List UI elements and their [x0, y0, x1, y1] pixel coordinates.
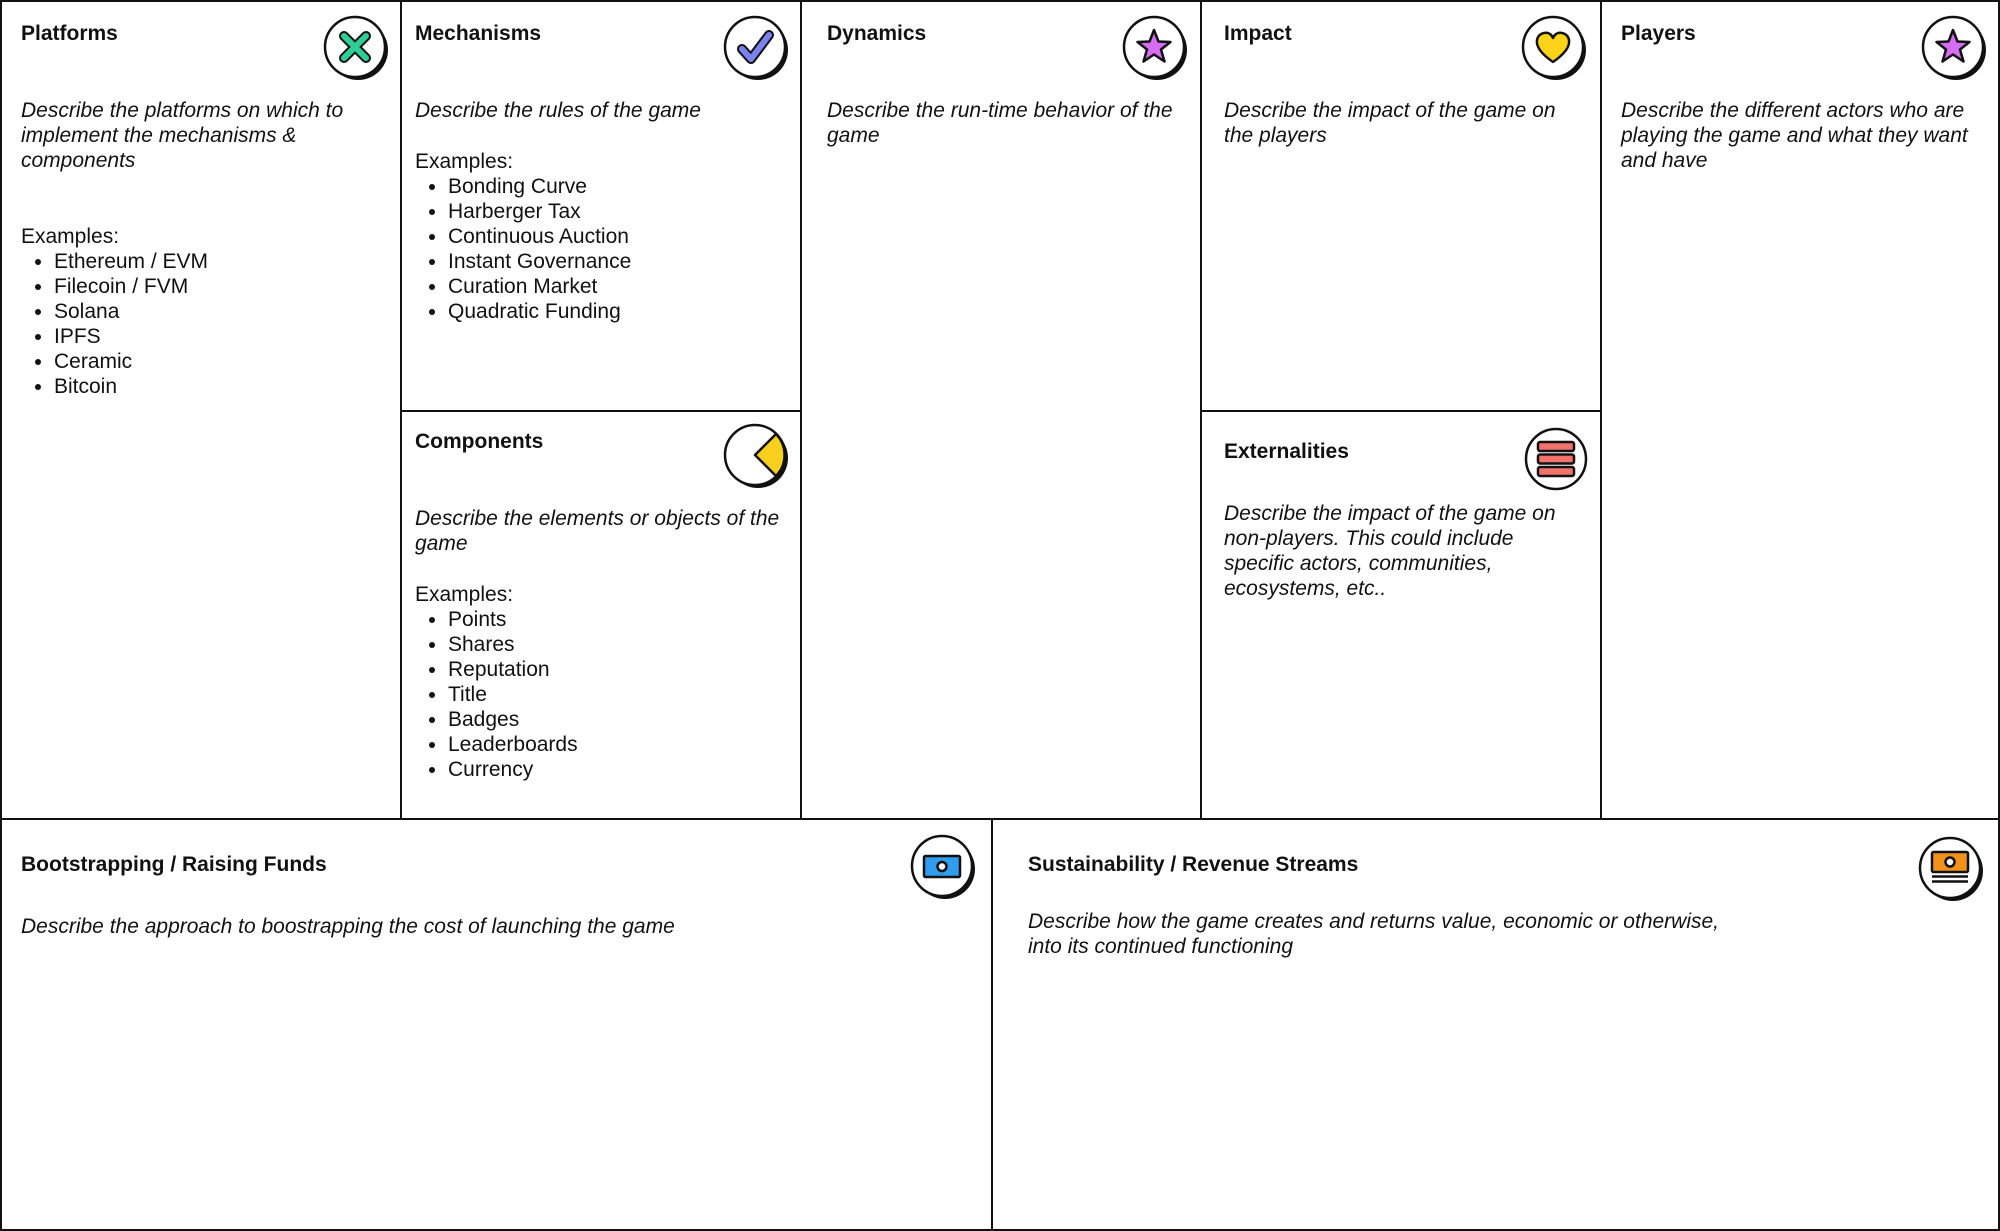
list-item: • IPFS: [54, 324, 208, 349]
impact-block: [1200, 0, 1602, 412]
list-item: • Instant Governance: [448, 249, 631, 274]
checkmark-icon: [722, 14, 790, 82]
list-item: • Bitcoin: [54, 374, 208, 399]
externalities-title: Externalities: [1224, 440, 1349, 463]
components-examples-label: Examples:: [415, 583, 514, 606]
list-item: • Currency: [448, 757, 578, 782]
pie-chart-icon: [722, 422, 790, 490]
list-item: • Filecoin / FVM: [54, 274, 208, 299]
bootstrapping-block: [0, 818, 993, 1231]
impact-description: Describe the impact of the game on the players: [1224, 99, 1556, 147]
platforms-description: Describe the platforms on which to implement the mechanisms & components: [21, 99, 344, 172]
impact-title: Impact: [1224, 22, 1292, 45]
list-item: • Ethereum / EVM: [54, 249, 208, 274]
mechanisms-examples-label: Examples:: [415, 150, 514, 173]
list-item: • Harberger Tax: [448, 199, 631, 224]
banknote-icon: [909, 833, 977, 901]
banknote-stack-icon: [1917, 835, 1985, 903]
mechanisms-description: Describe the rules of the game: [415, 99, 701, 122]
platforms-examples-list: [23, 249, 208, 399]
layers-icon: [1523, 426, 1591, 494]
players-description: Describe the different actors who are playing the game and what they want and have: [1621, 99, 1968, 172]
list-item: • Reputation: [448, 657, 578, 682]
star-icon: [1920, 14, 1988, 82]
list-item: • Solana: [54, 299, 208, 324]
externalities-description: Describe the impact of the game on non-players. This could include specific actors, communities, ecosystems, etc..: [1224, 502, 1556, 600]
x-mark-icon: [322, 14, 390, 82]
list-item: • Curation Market: [448, 274, 631, 299]
components-examples-list: [417, 607, 578, 782]
mechanisms-examples-list: [417, 174, 631, 324]
list-item: • Quadratic Funding: [448, 299, 631, 324]
players-block: [1600, 0, 2000, 820]
list-item: • Title: [448, 682, 578, 707]
bootstrapping-title: Bootstrapping / Raising Funds: [21, 853, 327, 876]
components-description: Describe the elements or objects of the game: [415, 507, 780, 555]
components-block: [400, 410, 802, 820]
platforms-title: Platforms: [21, 22, 118, 45]
components-title: Components: [415, 430, 544, 453]
platforms-examples-label: Examples:: [21, 225, 120, 248]
list-item: • Continuous Auction: [448, 224, 631, 249]
mechanisms-block: [400, 0, 802, 412]
sustainability-title: Sustainability / Revenue Streams: [1028, 853, 1359, 876]
sustainability-block: [991, 818, 2000, 1231]
list-item: • Points: [448, 607, 578, 632]
sustainability-description: Describe how the game creates and returns value, economic or otherwise, into its continued functioning: [1028, 910, 1720, 958]
dynamics-description: Describe the run-time behavior of the game: [827, 99, 1173, 147]
list-item: • Leaderboards: [448, 732, 578, 757]
mechanisms-title: Mechanisms: [415, 22, 542, 45]
list-item: • Badges: [448, 707, 578, 732]
externalities-block: [1200, 410, 1602, 820]
platforms-block: [0, 0, 402, 820]
bootstrapping-description: Describe the approach to boostrapping the cost of launching the game: [21, 915, 675, 938]
heart-icon: [1520, 14, 1588, 82]
dynamics-block: [800, 0, 1202, 820]
list-item: • Shares: [448, 632, 578, 657]
players-title: Players: [1621, 22, 1696, 45]
dynamics-title: Dynamics: [827, 22, 927, 45]
star-icon: [1121, 14, 1189, 82]
list-item: • Ceramic: [54, 349, 208, 374]
list-item: • Bonding Curve: [448, 174, 631, 199]
